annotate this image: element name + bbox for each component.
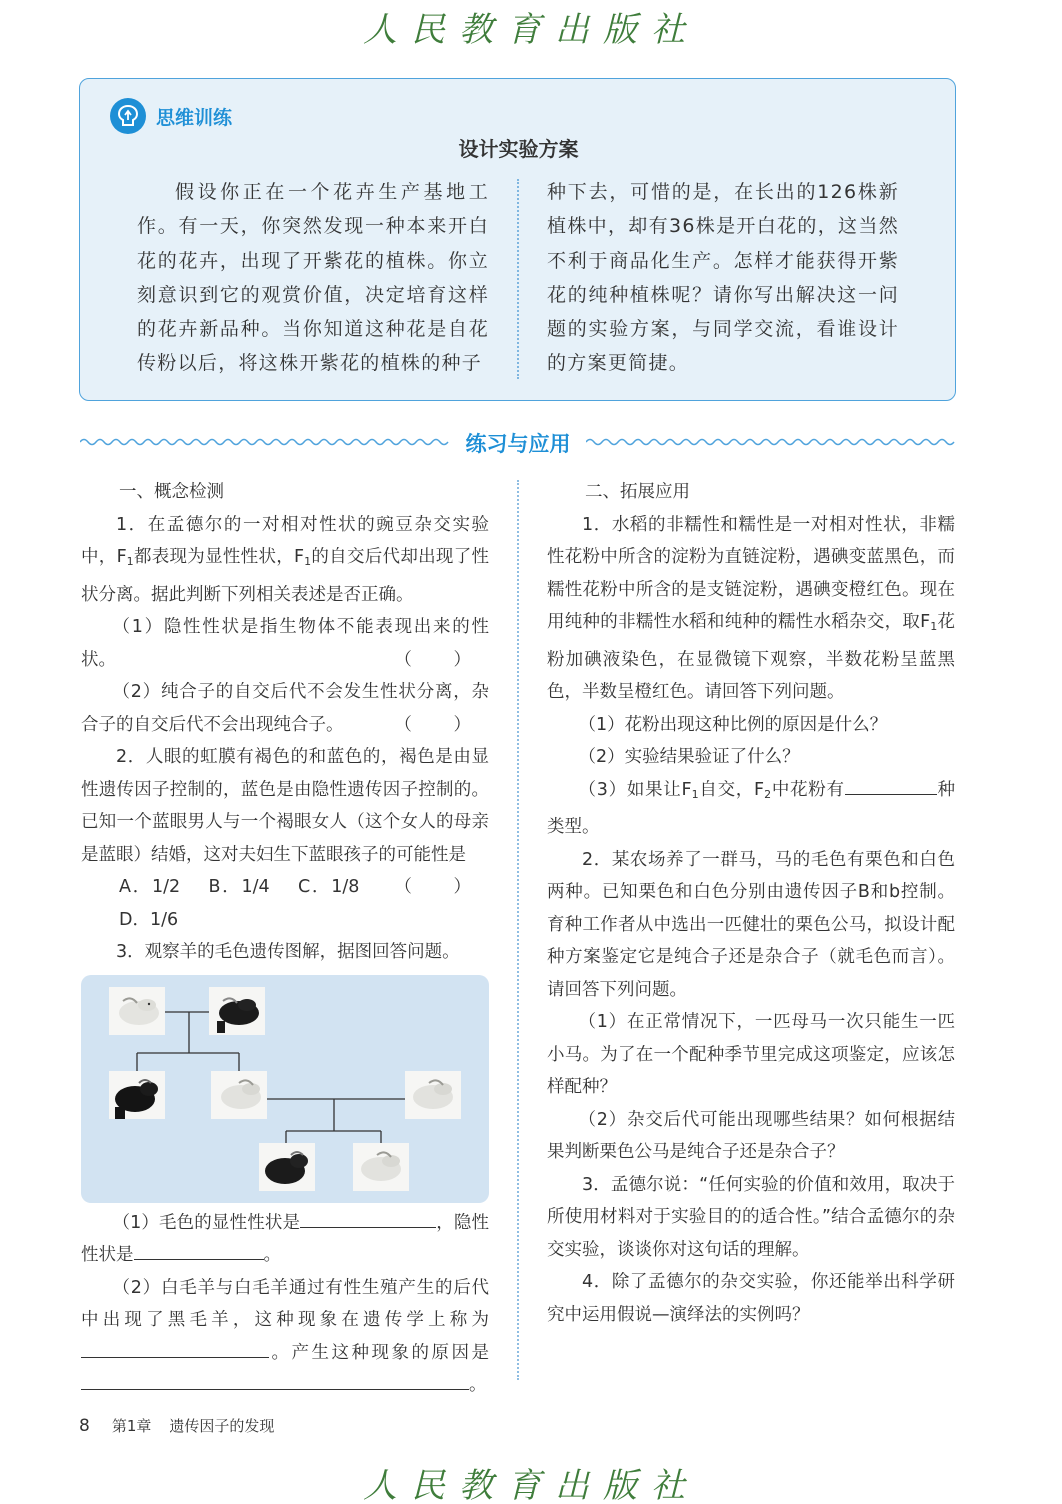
answer-blank[interactable] (134, 1240, 264, 1260)
answer-blank[interactable] (81, 1370, 469, 1390)
column-divider (517, 480, 519, 1380)
answer-blank[interactable] (300, 1208, 436, 1228)
right-q4: 4．除了孟德尔的杂交实验，你还能举出科学研究中运用假说—演绎法的实例吗？ (547, 1272, 955, 1325)
right-q3: 3．孟德尔说：“任何实验的价值和效用，取决于所使用材料对于实验目的的适合性。”结合孟德尔的杂交实验，谈谈你对这句话的理解。 (547, 1174, 955, 1260)
right-q2-2: （2）杂交后代可能出现哪些结果？如何根据结果判断栗色公马是纯合子还是杂合子？ (547, 1109, 955, 1162)
sheep-white-mate (405, 1071, 461, 1119)
thinking-divider (517, 179, 519, 379)
answer-paren[interactable]: （ ） (394, 714, 489, 735)
chapter-label: 第1章 (111, 1417, 152, 1435)
sheep-white-parent (109, 987, 165, 1035)
sheep-white-grandchild (353, 1143, 409, 1191)
answer-paren[interactable]: （ ） (394, 649, 489, 670)
thinking-label: 思维训练 (156, 107, 233, 129)
right-q1: 1．水稻的非糯性和糯性是一对相对性状，非糯性花粉中所含的淀粉为直链淀粉，遇碘变蓝黑色，而糯性花粉中所含的是支链淀粉，遇碘变橙红色。现在用纯种的非糯性水稻和纯种的糯性水稻杂交，取$F_1$花粉加碘液染色，在显微镜下观察，半数花粉呈蓝黑色，半数呈橙红色。请回答下列问题。 (547, 514, 955, 702)
answer-paren[interactable]: （ ） (394, 877, 489, 897)
publisher-logo-bottom: 人民教育出版社 (363, 1466, 699, 1504)
wave-divider-right (586, 436, 956, 448)
answer-blank[interactable] (845, 775, 937, 795)
left-q1-1: （1）隐性性状是指生物体不能表现出来的性状。 （ ） (81, 611, 489, 676)
extended-application-heading: 二、拓展应用 (585, 482, 690, 502)
right-q1-2: （2）实验结果验证了什么？ (578, 747, 800, 767)
sheep-white-offspring (211, 1071, 267, 1119)
right-q1-1: （1）花粉出现这种比例的原因是什么？ (578, 714, 888, 735)
left-q1-2: （2）纯合子的自交后代不会发生性状分离，杂合子的自交后代不会出现纯合子。 （ ） (81, 676, 489, 741)
sheep-pedigree-figure (81, 975, 489, 1203)
sheep-white-parent-2 (209, 987, 265, 1035)
left-q3-2: （2）白毛羊与白毛羊通过有性生殖产生的后代中出现了黑毛羊，这种现象在遗传学上称为。产生这种现象的原因是。 (81, 1277, 489, 1395)
answer-blank[interactable] (81, 1338, 269, 1358)
thinking-training-box (79, 78, 956, 401)
right-q1-3: （3）如果让$F_1$自交，$F_2$中花粉有 种类型。 (547, 774, 955, 844)
left-q2-options: A．1/2 B．1/4 C．1/8 D．1/6 (119, 877, 383, 930)
right-q2-1: （1）在正常情况下，一匹母马一次只能生一匹小马。为了在一个配种季节里完成这项鉴定，应该怎样配种？ (547, 1012, 955, 1097)
left-q2: 2．人眼的虹膜有褐色的和蓝色的，褐色是由显性遗传因子控制的，蓝色是由隐性遗传因子控制的。已知一个蓝眼男人与一个褐眼女人（这个女人的母亲是蓝眼）结婚，这对夫妇生下蓝眼孩子的可能性是 （ ） (81, 741, 489, 871)
section-title: 练习与应用 (465, 432, 571, 456)
chapter-title: 遗传因子的发现 (169, 1417, 275, 1435)
thinking-text-left: 假设你正在一个花卉生产基地工作。有一天，你突然发现一种本来开白花的花卉，出现了开紫花的植株。你立刻意识到它的观赏价值，决定培育这样的花卉新品种。当你知道这种花是自花传粉以后，将这株开紫花的植株的种子 (137, 181, 489, 375)
left-q3-1: （1）毛色的显性性状是 ，隐性性状是 。 (81, 1207, 489, 1272)
right-q2: 2．某农场养了一群马，马的毛色有栗色和白色两种。已知栗色和白色分别由遗传因子B和b控制。育种工作者从中选出一匹健壮的栗色公马，拟设计配种方案鉴定它是纯合子还是杂合子（就毛色而言）。请回答下列问题。 (547, 849, 955, 1000)
left-q3: 3．观察羊的毛色遗传图解，据图回答问题。 (116, 942, 460, 962)
sheep-black-grandchild (259, 1143, 315, 1191)
extended-application-column (547, 476, 955, 1331)
publisher-logo-top: 人民教育出版社 (363, 10, 699, 50)
thinking-text-right: 种下去，可惜的是，在长出的126株新植株中，却有36株是开白花的，这当然不利于商品化生产。怎样才能获得开紫花的纯种植株呢？请你写出解决这一问题的实验方案，与同学交流，看谁设计的方案更简捷。 (547, 181, 899, 375)
lightbulb-head-icon (110, 98, 146, 134)
page-footer (79, 1415, 274, 1436)
left-q1-stem: 1．在孟德尔的一对相对性状的豌豆杂交实验中，$F_1$都表现为显性性状，$F_1$的自交后代却出现了性状分离。据此判断下列相关表述是否正确。 (81, 514, 489, 605)
sheep-black-offspring (109, 1071, 165, 1119)
page-number: 8 (79, 1416, 90, 1436)
concept-check-heading: 一、概念检测 (119, 482, 224, 502)
thinking-title: 设计实验方案 (458, 137, 579, 161)
concept-check-column (81, 476, 489, 1402)
